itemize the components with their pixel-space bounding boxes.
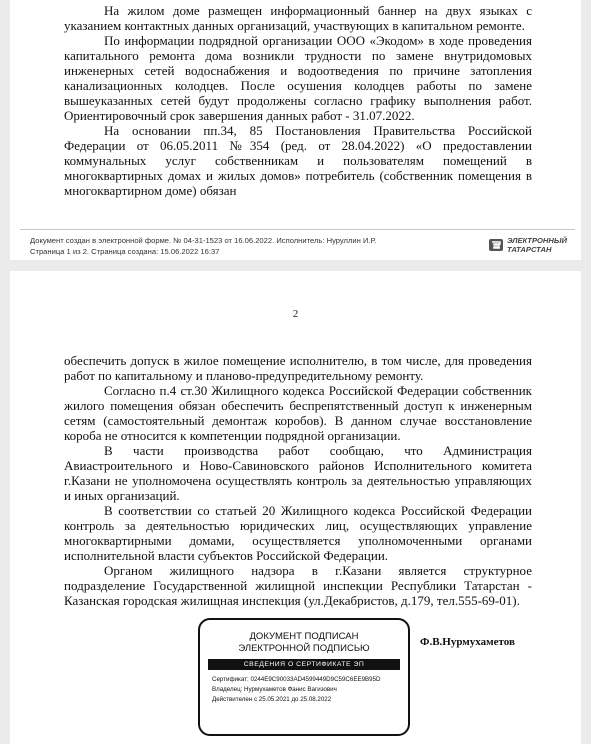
certificate-owner: Владелец: Нурмухаметов Фанис Вагизович [212, 686, 337, 693]
logo-text-line2: ТАТАРСТАН [507, 245, 552, 254]
paragraph-regulation: На основании пп.34, 85 Постановления Правительства Российской Федерации от 06.05.2011 №354 (ред. от 28.04.2022) «О предоставлении коммунальных услуг собственникам и пользователям помещений в многоквартирных домах и жилых домов» потребитель (собственник помещения в многоквартирном доме) обязан [64, 123, 532, 198]
paragraph-housing-supervision: Органом жилищного надзора в г.Казани является структурное подразделение Государственной жилищной инспекции Республики Татарстан - Казанская городская жилищная инспекция (ул.Декабристов, д.179, тел.555-69-01). [64, 563, 532, 608]
certificate-info-bar: СВЕДЕНИЯ О СЕРТИФИКАТЕ ЭП [208, 659, 400, 670]
signer-name: Ф.В.Нурмухаметов [420, 636, 515, 648]
paragraph-continuation: обеспечить допуск в жилое помещение исполнителю, в том числе, для проведения работ по капитальному и планово-предупредительному ремонту. [64, 353, 532, 383]
electronic-signature-stamp [198, 618, 410, 736]
tatarstan-logo-icon [488, 237, 504, 253]
footer-divider [20, 229, 575, 230]
certificate-details [212, 675, 381, 705]
document-page-1 [10, 0, 581, 260]
page2-body [64, 353, 532, 608]
paragraph-administration: В части производства работ сообщаю, что Администрация Авиастроительного и Ново-Савиновского районов Исполнительного комитета г.Казани не уполномочена осуществлять контроль за деятельностью управляющих и иных организаций. [64, 443, 532, 503]
stamp-title-line2: ЭЛЕКТРОННОЙ ПОДПИСЬЮ [238, 643, 370, 654]
footer-page-info: Страница 1 из 2. Страница создана: 15.06.2022 16:37 [30, 247, 220, 256]
stamp-title-line1: ДОКУМЕНТ ПОДПИСАН [249, 631, 359, 642]
stamp-title [200, 631, 408, 655]
certificate-validity: Действителен с 25.05.2021 до 25.08.2022 [212, 696, 332, 703]
certificate-number: Сертификат: 0244E9C90033AD4599449D9C59C6EE9B95D [212, 676, 381, 683]
footer-document-info: Документ создан в электронной форме. № 04-31-1523 от 16.06.2022. Исполнитель: Нуруллин И.Р. [30, 236, 377, 245]
document-page-2 [10, 271, 581, 744]
logo-text-line1: ЭЛЕКТРОННЫЙ [507, 236, 567, 245]
paragraph-contractor-info: По информации подрядной организации ООО «Экодом» в ходе проведения капитального ремонта дома возникли трудности по замене внутридомовых инженерных сетей водоснабжения и водоотведения по причине затопления канализационных колодцев. После осушения колодцев работы по замене вышеуказанных сетей будут продолжены согласно графику выполнения работ. Ориентировочный срок завершения данных работ - 31.07.2022. [64, 33, 532, 123]
page-number: 2 [292, 308, 299, 320]
paragraph-article-20: В соответствии со статьей 20 Жилищного кодекса Российской Федерации контроль за деятельностью юридических лиц, осуществляющих управление многоквартирными домами, осуществляется уполномоченными органами исполнительной власти субъектов Российской Федерации. [64, 503, 532, 563]
electronic-tatarstan-logo [488, 236, 567, 254]
page1-body [64, 3, 532, 198]
paragraph-housing-code: Согласно п.4 ст.30 Жилищного кодекса Российской Федерации собственник жилого помещения обязан обеспечить беспрепятственный доступ к инженерным сетям (самостоятельный демонтаж коробов). В данном случае восстановление короба не относится к компетенции подрядной организации. [64, 383, 532, 443]
document-footer [30, 235, 376, 257]
paragraph-banner: На жилом доме размещен информационный баннер на двух языках с указанием контактных данных организаций, участвующих в капитальном ремонте. [64, 3, 532, 33]
